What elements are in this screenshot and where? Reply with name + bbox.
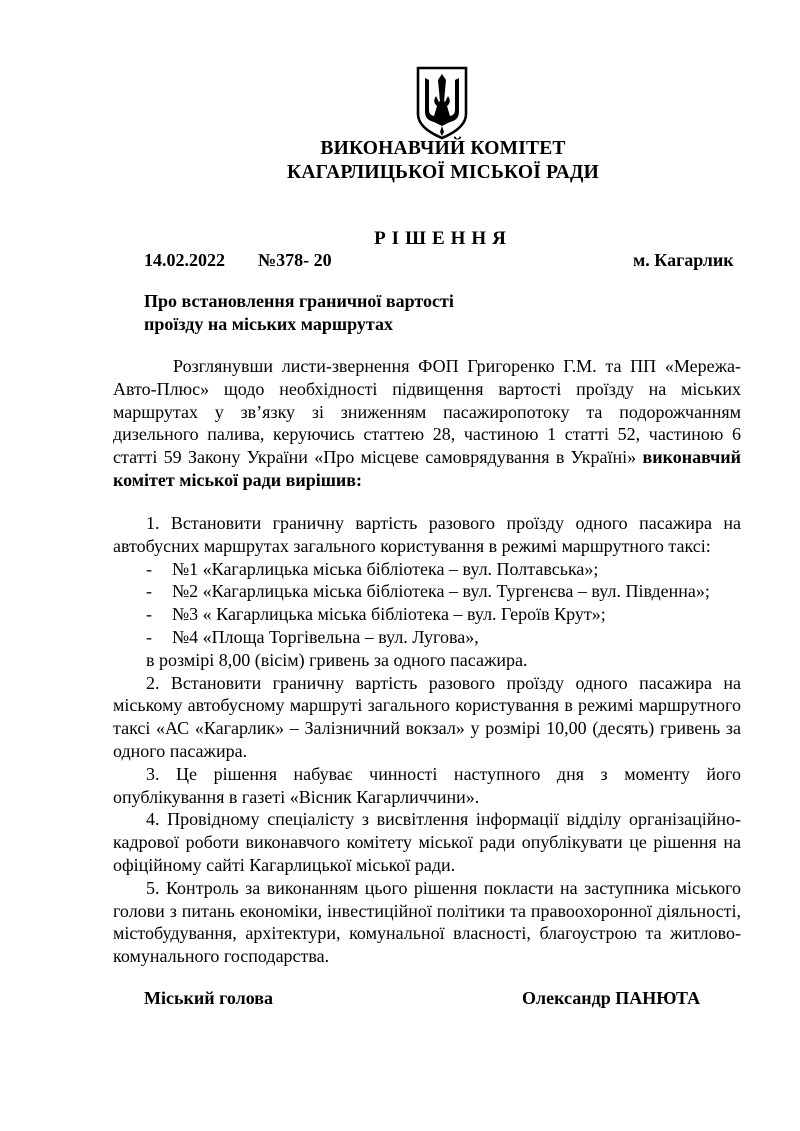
item-5: 5. Контроль за виконанням цього рішення покласти на заступника міського голови з питань економіки, інвестиційної політики та правоохоронної діяльності, містобудування, архітектури, комунальної власності, благоустрою та житлово-комунального господарства. <box>113 877 741 967</box>
preamble-bold: виконавчий комітет міської ради вирішив: <box>113 447 742 490</box>
decision-subject <box>144 290 454 336</box>
item-4: 4. Провідному спеціалісту з висвітлення інформації відділу організаційно-кадрової роботи виконавчого комітету міської ради опублікувати це рішення на офіційному сайті Кагарлицької міської ради. <box>113 809 741 875</box>
route-2: - №2 «Кагарлицька міська бібліотека – вул. Тургенєва – вул. Південна»; <box>146 581 710 602</box>
signature-role: Міський голова <box>144 988 273 1008</box>
item-3: 3. Це рішення набуває чинності наступного дня з моменту його опублікування в газеті «Вісник Кагарличчини». <box>113 763 741 807</box>
decision-items <box>113 512 741 968</box>
preamble-text: Розглянувши листи-звернення ФОП Григоренко Г.М. та ПП «Мережа-Авто-Плюс» щодо необхідності підвищення вартості проїзду на міських маршрутах у зв’язку зі зниженням пасажиропотоку та подорожчанням дизельного палива, керуючись статтею 28, частиною 1 статті 52, частиною 6 статті 59 Закону України «Про місцеве самоврядування в Україні» <box>113 356 741 468</box>
route-1: - №1 «Кагарлицька міська бібліотека – вул. Полтавська»; <box>146 558 599 579</box>
signature-name: Олександр ПАНЮТА <box>522 988 701 1008</box>
subject-line2: проїзду на міських маршрутах <box>144 314 393 334</box>
decision-number: №378- 20 <box>258 250 332 270</box>
org-name-line1: ВИКОНАВЧИЙ КОМІТЕТ <box>320 138 566 159</box>
route-4-text: №4 «Площа Торгівельна – вул. Лугова», <box>172 626 479 647</box>
decision-date: 14.02.2022 <box>144 250 225 270</box>
subject-line1: Про встановлення граничної вартості <box>144 291 454 311</box>
route-4: - №4 «Площа Торгівельна – вул. Лугова», <box>146 626 479 647</box>
item-2: 2. Встановити граничну вартість разового проїзду одного пасажира на міському автобусному маршруті загального користування в режимі маршрутного таксі «АС «Кагарлик» – Залізничний вокзал» у розмірі 10,00 (десять) гривень за одного пасажира. <box>113 672 741 761</box>
item-1: 1. Встановити граничну вартість разового проїзду одного пасажира на автобусних маршрутах загального користування в режимі маршрутного таксі: <box>113 513 741 556</box>
document-title: РІШЕННЯ <box>374 228 512 249</box>
coat-of-arms-trident-icon <box>414 66 470 140</box>
route-2-text: №2 «Кагарлицька міська бібліотека – вул. Тургенєва – вул. Південна»; <box>172 581 710 602</box>
route-3: - №3 « Кагарлицька міська бібліотека – вул. Героїв Крут»; <box>146 604 606 625</box>
item-1-tail: в розмірі 8,00 (вісім) гривень за одного пасажира. <box>146 649 528 670</box>
preamble <box>113 355 741 492</box>
decision-place: м. Кагарлик <box>633 250 734 270</box>
org-name-line2: КАГАРЛИЦЬКОЇ МІСЬКОЇ РАДИ <box>287 162 599 183</box>
route-1-text: №1 «Кагарлицька міська бібліотека – вул. Полтавська»; <box>172 558 599 579</box>
route-3-text: №3 « Кагарлицька міська бібліотека – вул. Героїв Крут»; <box>172 604 606 625</box>
